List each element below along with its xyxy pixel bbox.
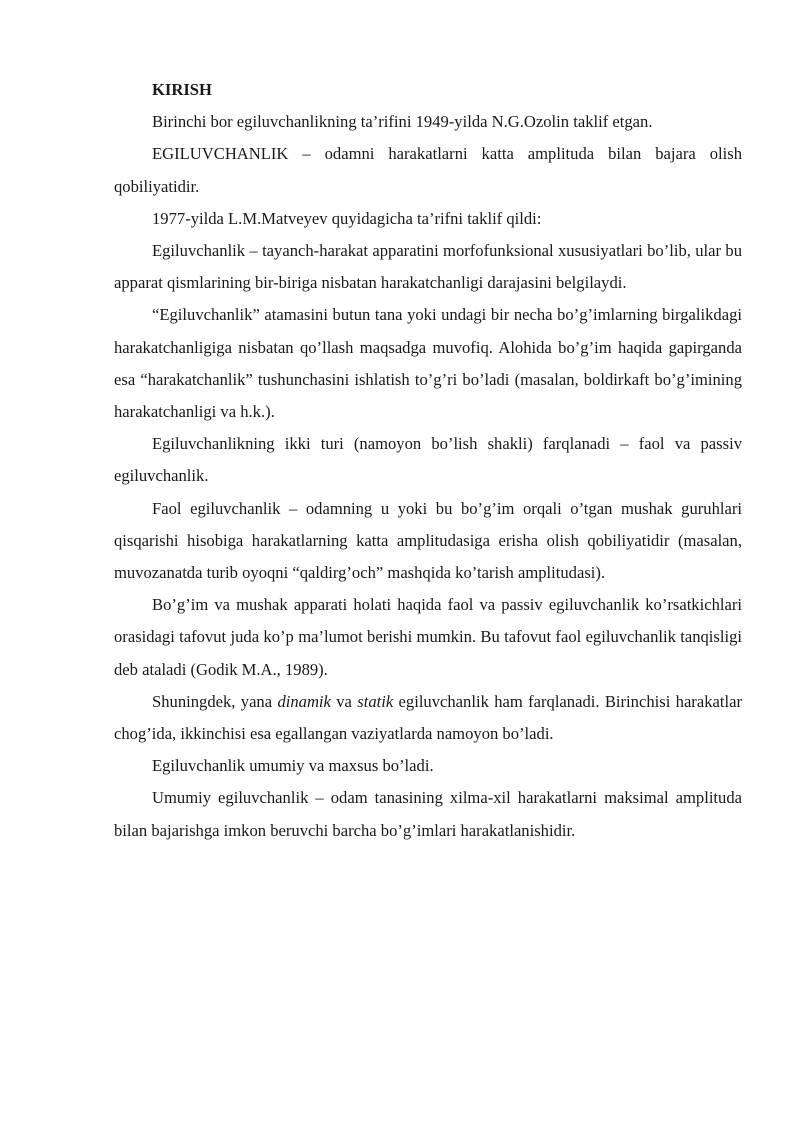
paragraph-ozolin-definition: Birinchi bor egiluvchanlikning ta’rifini 1949-yilda N.G.Ozolin taklif etgan. bbox=[152, 112, 653, 132]
text-fragment: egiluvchanlik ham farqlanadi. Birinchisi harakatlar chog’ida, ikkinchisi esa egallangan vaziyatlarda namoyon bo’ladi. bbox=[114, 691, 742, 744]
paragraph-general-flexibility: Umumiy egiluvchanlik – odam tanasining xilma-xil harakatlarni maksimal amplituda bilan bajarishga imkon beruvchi barcha bo’g’imlari harakatlanishidir. bbox=[114, 788, 742, 840]
text-fragment: Shuningdek, yana bbox=[152, 691, 278, 711]
paragraph-matveyev-intro: 1977-yilda L.M.Matveyev quyidagicha ta’rifni taklif qildi: bbox=[152, 208, 542, 228]
paragraph-two-types: Egiluvchanlikning ikki turi (namoyon bo’lish shakli) farqlanadi – faol va passiv egiluvchanlik. bbox=[114, 434, 742, 486]
paragraph-deficit: Bo’g’im va mushak apparati holati haqida faol va passiv egiluvchanlik ko’rsatkichlari orasidagi tafovut juda ko’p ma’lumot berishi mumkin. Bu tafovut faol egiluvchanlik tanqisligi deb ataladi (Godik M.A., 1989). bbox=[114, 595, 742, 679]
document-page bbox=[114, 74, 742, 847]
paragraph-dynamic-static bbox=[114, 686, 742, 750]
italic-term-dynamic: dinamik bbox=[277, 691, 331, 711]
paragraph-active-flexibility: Faol egiluvchanlik – odamning u yoki bu bo’g’im orqali o’tgan mushak guruhlari qisqarishi hisobiga harakatlarning katta amplitudasiga erisha olish qobiliyatidir (masalan, muvozanatda turib oyoqni “qaldirg’och” mashqida ko’tarish amplitudasi). bbox=[114, 498, 742, 583]
text-fragment: va bbox=[330, 691, 358, 711]
paragraph-flexibility-definition: EGILUVCHANLIK – odamni harakatlarni katta amplituda bilan bajara olish qobiliyatidir. bbox=[114, 144, 742, 196]
paragraph-general-special: Egiluvchanlik umumiy va maxsus bo’ladi. bbox=[152, 756, 434, 776]
section-heading: KIRISH bbox=[152, 80, 212, 99]
paragraph-term-usage: “Egiluvchanlik” atamasini butun tana yoki undagi bir necha bo’g’imlarning birgalikdagi harakatchanligiga nisbatan qo’llash maqsadga muvofiq. Alohida bo’g’im haqida gapirganda esa “harakatchanlik” tushunchasini ishlatish to’g’ri bo’ladi (masalan, boldirkaft bo’g’imining harakatchanligi va h.k.). bbox=[114, 305, 742, 422]
paragraph-matveyev-definition: Egiluvchanlik – tayanch-harakat apparatini morfofunksional xususiyatlari bo’lib, ular bu apparat qismlarining bir-biriga nisbatan harakatchanligi darajasini belgilaydi. bbox=[114, 241, 742, 293]
italic-term-static: statik bbox=[357, 691, 394, 711]
